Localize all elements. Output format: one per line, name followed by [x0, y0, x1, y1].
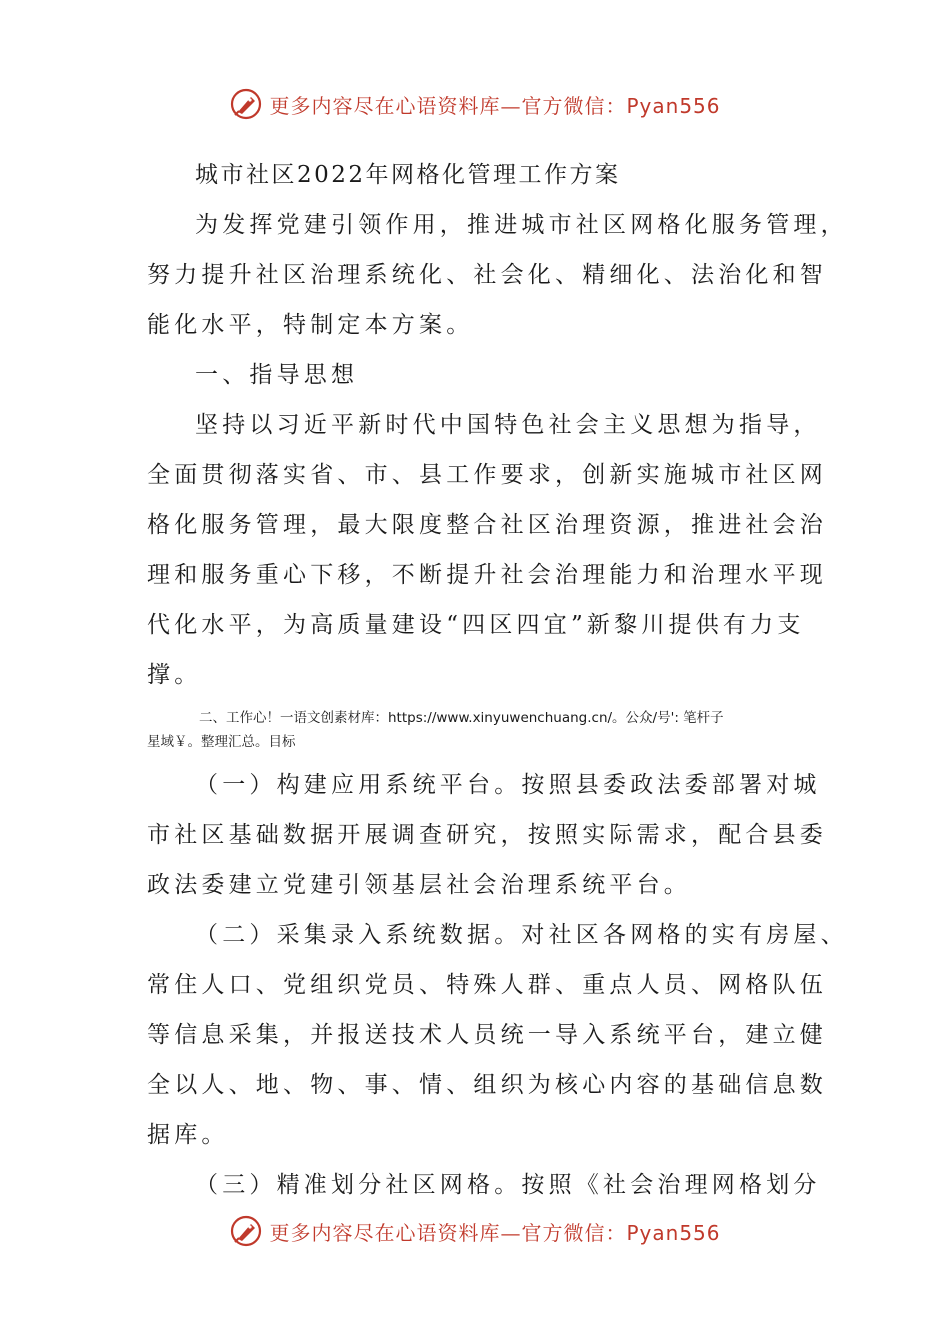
banner-text: 更多内容尽在心语资料库—官方微信：Pyan556	[269, 1220, 721, 1245]
intro-line: 努力提升社区治理系统化、社会化、精细化、法治化和智	[147, 262, 827, 288]
item3-line: （三）精准划分社区网格。按照《社会治理网格划分	[195, 1172, 821, 1198]
intro-line: 能化水平，特制定本方案。	[147, 312, 474, 338]
item2-line: 常住人口、党组织党员、特殊人群、重点人员、网格队伍	[147, 972, 827, 998]
banner-text: 更多内容尽在心语资料库—官方微信：Pyan556	[269, 93, 721, 118]
section2-heading-cont: 星域￥。整理汇总。目标	[147, 734, 296, 750]
item1-line: 市社区基础数据开展调查研究，按照实际需求，配合县委	[147, 822, 827, 848]
item1-line: 政法委建立党建引领基层社会治理系统平台。	[147, 872, 691, 898]
section1-line: 格化服务管理，最大限度整合社区治理资源，推进社会治	[147, 512, 827, 538]
section1-line: 代化水平，为高质量建设“四区四宜”新黎川提供有力支	[147, 612, 805, 638]
item2-line: 等信息采集，并报送技术人员统一导入系统平台，建立健	[147, 1022, 827, 1048]
item2-line: 全以人、地、物、事、情、组织为核心内容的基础信息数	[147, 1072, 827, 1098]
document-title: 城市社区2022年网格化管理工作方案	[195, 162, 621, 188]
item1-line: （一）构建应用系统平台。按照县委政法委部署对城	[195, 772, 821, 798]
header-banner	[0, 80, 950, 128]
section1-line: 理和服务重心下移，不断提升社会治理能力和治理水平现	[147, 562, 827, 588]
section1-line: 坚持以习近平新时代中国特色社会主义思想为指导，	[195, 412, 821, 438]
section1-heading: 一、指导思想	[195, 362, 359, 388]
document-body	[147, 150, 848, 1210]
section2-heading: 二、工作心！一语文创素材库：https://www.xinyuwenchuang.cn/。公众/号': 笔杆子	[199, 710, 724, 726]
wechat-id: Pyan556	[626, 93, 721, 118]
pen-nib-icon	[229, 87, 263, 121]
pen-nib-icon	[229, 1214, 263, 1248]
footer-banner	[0, 1207, 950, 1255]
wechat-id: Pyan556	[626, 1220, 721, 1245]
item2-line: 据库。	[147, 1122, 229, 1148]
section1-line: 撑。	[147, 662, 202, 688]
item2-line: （二）采集录入系统数据。对社区各网格的实有房屋、	[195, 922, 848, 948]
intro-line: 为发挥党建引领作用，推进城市社区网格化服务管理，	[195, 212, 848, 238]
section1-line: 全面贯彻落实省、市、县工作要求，创新实施城市社区网	[147, 462, 827, 488]
